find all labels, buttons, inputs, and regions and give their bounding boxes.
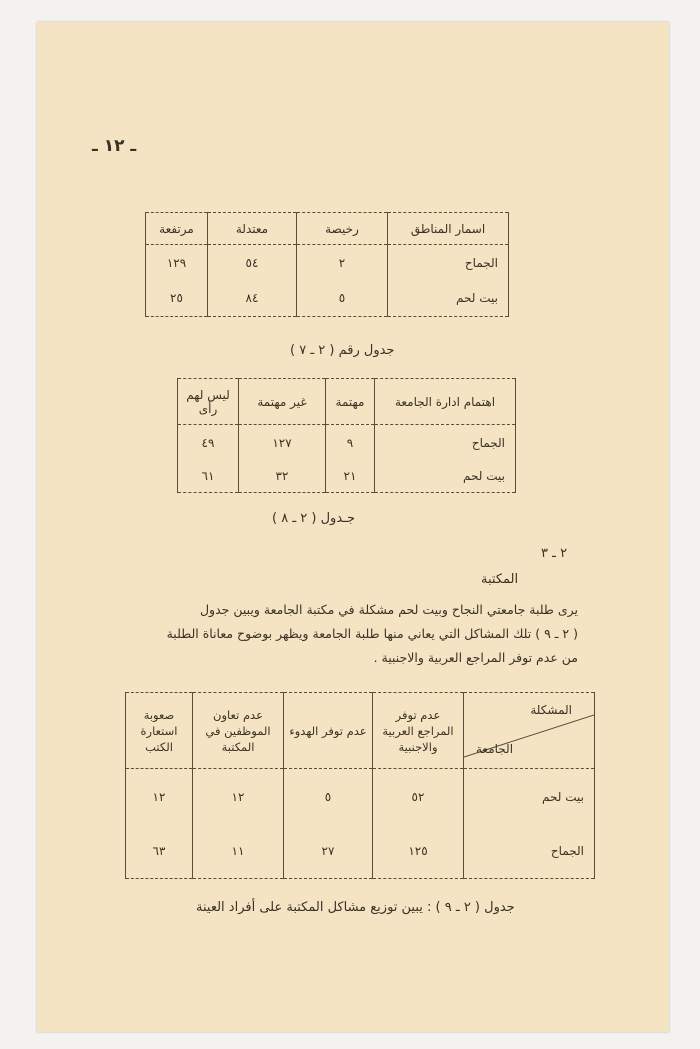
table3-header-borrowing: صعوبة استعارة الكتب bbox=[126, 693, 193, 769]
corner-label-university: الجامعة bbox=[476, 742, 514, 756]
table1-header-cheap: رخيصة bbox=[297, 213, 388, 245]
table-cell: ٥٢ bbox=[373, 769, 464, 825]
table-cell: ٥ bbox=[284, 769, 373, 825]
table-cell: ٤٩ bbox=[178, 425, 239, 461]
section-number: ٢ ـ ٣ bbox=[541, 546, 568, 561]
paragraph-line: ( ٢ ـ ٩ ) تلك المشاكل التي يعاني منها طلبة الجامعة ويظهر بوضوح معاناة الطلبة bbox=[166, 626, 578, 641]
table-cell: ٨٤ bbox=[208, 281, 297, 317]
table-cell: ٩ bbox=[326, 425, 375, 461]
table-cell: ٥٤ bbox=[208, 245, 297, 281]
table3-header-references: عدم توفر المراجع العربية والاجنبية bbox=[373, 693, 464, 769]
corner-label-problem: المشكلة bbox=[530, 703, 572, 717]
paper-sheet bbox=[37, 22, 669, 1032]
table3-caption: جدول ( ٢ ـ ٩ ) : يبين توزيع مشاكل المكتبة على أفراد العينة bbox=[196, 900, 515, 915]
table-cell: ٢ bbox=[297, 245, 388, 281]
table-cell: ١٢ bbox=[126, 769, 193, 825]
section-title: المكتبة bbox=[481, 572, 519, 587]
table-row-label: بيت لحم bbox=[464, 769, 595, 825]
table3-corner-cell bbox=[464, 693, 595, 769]
table-cell: ٣٢ bbox=[239, 461, 326, 493]
table-library-problems bbox=[125, 692, 595, 879]
table-cell: ١٢٩ bbox=[146, 245, 208, 281]
table2-header-no-opinion: ليس لهم رأى bbox=[178, 379, 239, 425]
table2-caption: جـدول ( ٢ ـ ٨ ) bbox=[272, 511, 355, 526]
table-cell: ١١ bbox=[193, 825, 284, 879]
table-row-label: الجماح bbox=[464, 825, 595, 879]
table-cell: ٦١ bbox=[178, 461, 239, 493]
table-cell: ٢٥ bbox=[146, 281, 208, 317]
diagonal-divider bbox=[464, 693, 594, 769]
table-cell: ١٢ bbox=[193, 769, 284, 825]
table-row-label: الجماح bbox=[375, 425, 516, 461]
table-cell: ٢٧ bbox=[284, 825, 373, 879]
table-prices bbox=[145, 212, 509, 317]
paragraph-line: من عدم توفر المراجع العربية والاجنبية . bbox=[373, 650, 578, 665]
table2-header-interested: مهتمة bbox=[326, 379, 375, 425]
table-cell: ١٢٥ bbox=[373, 825, 464, 879]
table2-header-interest: اهتمام ادارة الجامعة bbox=[375, 379, 516, 425]
page-number: ـ ١٢ ـ bbox=[92, 136, 137, 156]
table1-header-regions: اسمار المناطق bbox=[388, 213, 509, 245]
table-cell: ٦٣ bbox=[126, 825, 193, 879]
table-row-label: بيت لحم bbox=[375, 461, 516, 493]
table2-header-not-interested: غير مهتمة bbox=[239, 379, 326, 425]
table-cell: ٢١ bbox=[326, 461, 375, 493]
table-row-label: الجماح bbox=[388, 245, 509, 281]
table3-header-quiet: عدم توفر الهدوء bbox=[284, 693, 373, 769]
table-administration bbox=[177, 378, 516, 493]
table-cell: ١٢٧ bbox=[239, 425, 326, 461]
table1-caption: جدول رقم ( ٢ ـ ٧ ) bbox=[290, 343, 395, 358]
section-paragraph bbox=[118, 598, 578, 670]
table1-header-high: مرتفعة bbox=[146, 213, 208, 245]
table-cell: ٥ bbox=[297, 281, 388, 317]
paragraph-line: يرى طلبة جامعتي النجاح وبيت لحم مشكلة في مكتبة الجامعة ويبين جدول bbox=[199, 602, 578, 617]
table1-header-moderate: معتدلة bbox=[208, 213, 297, 245]
table3-header-staff: عدم تعاون الموظفين في المكتبة bbox=[193, 693, 284, 769]
table-row-label: بيت لحم bbox=[388, 281, 509, 317]
